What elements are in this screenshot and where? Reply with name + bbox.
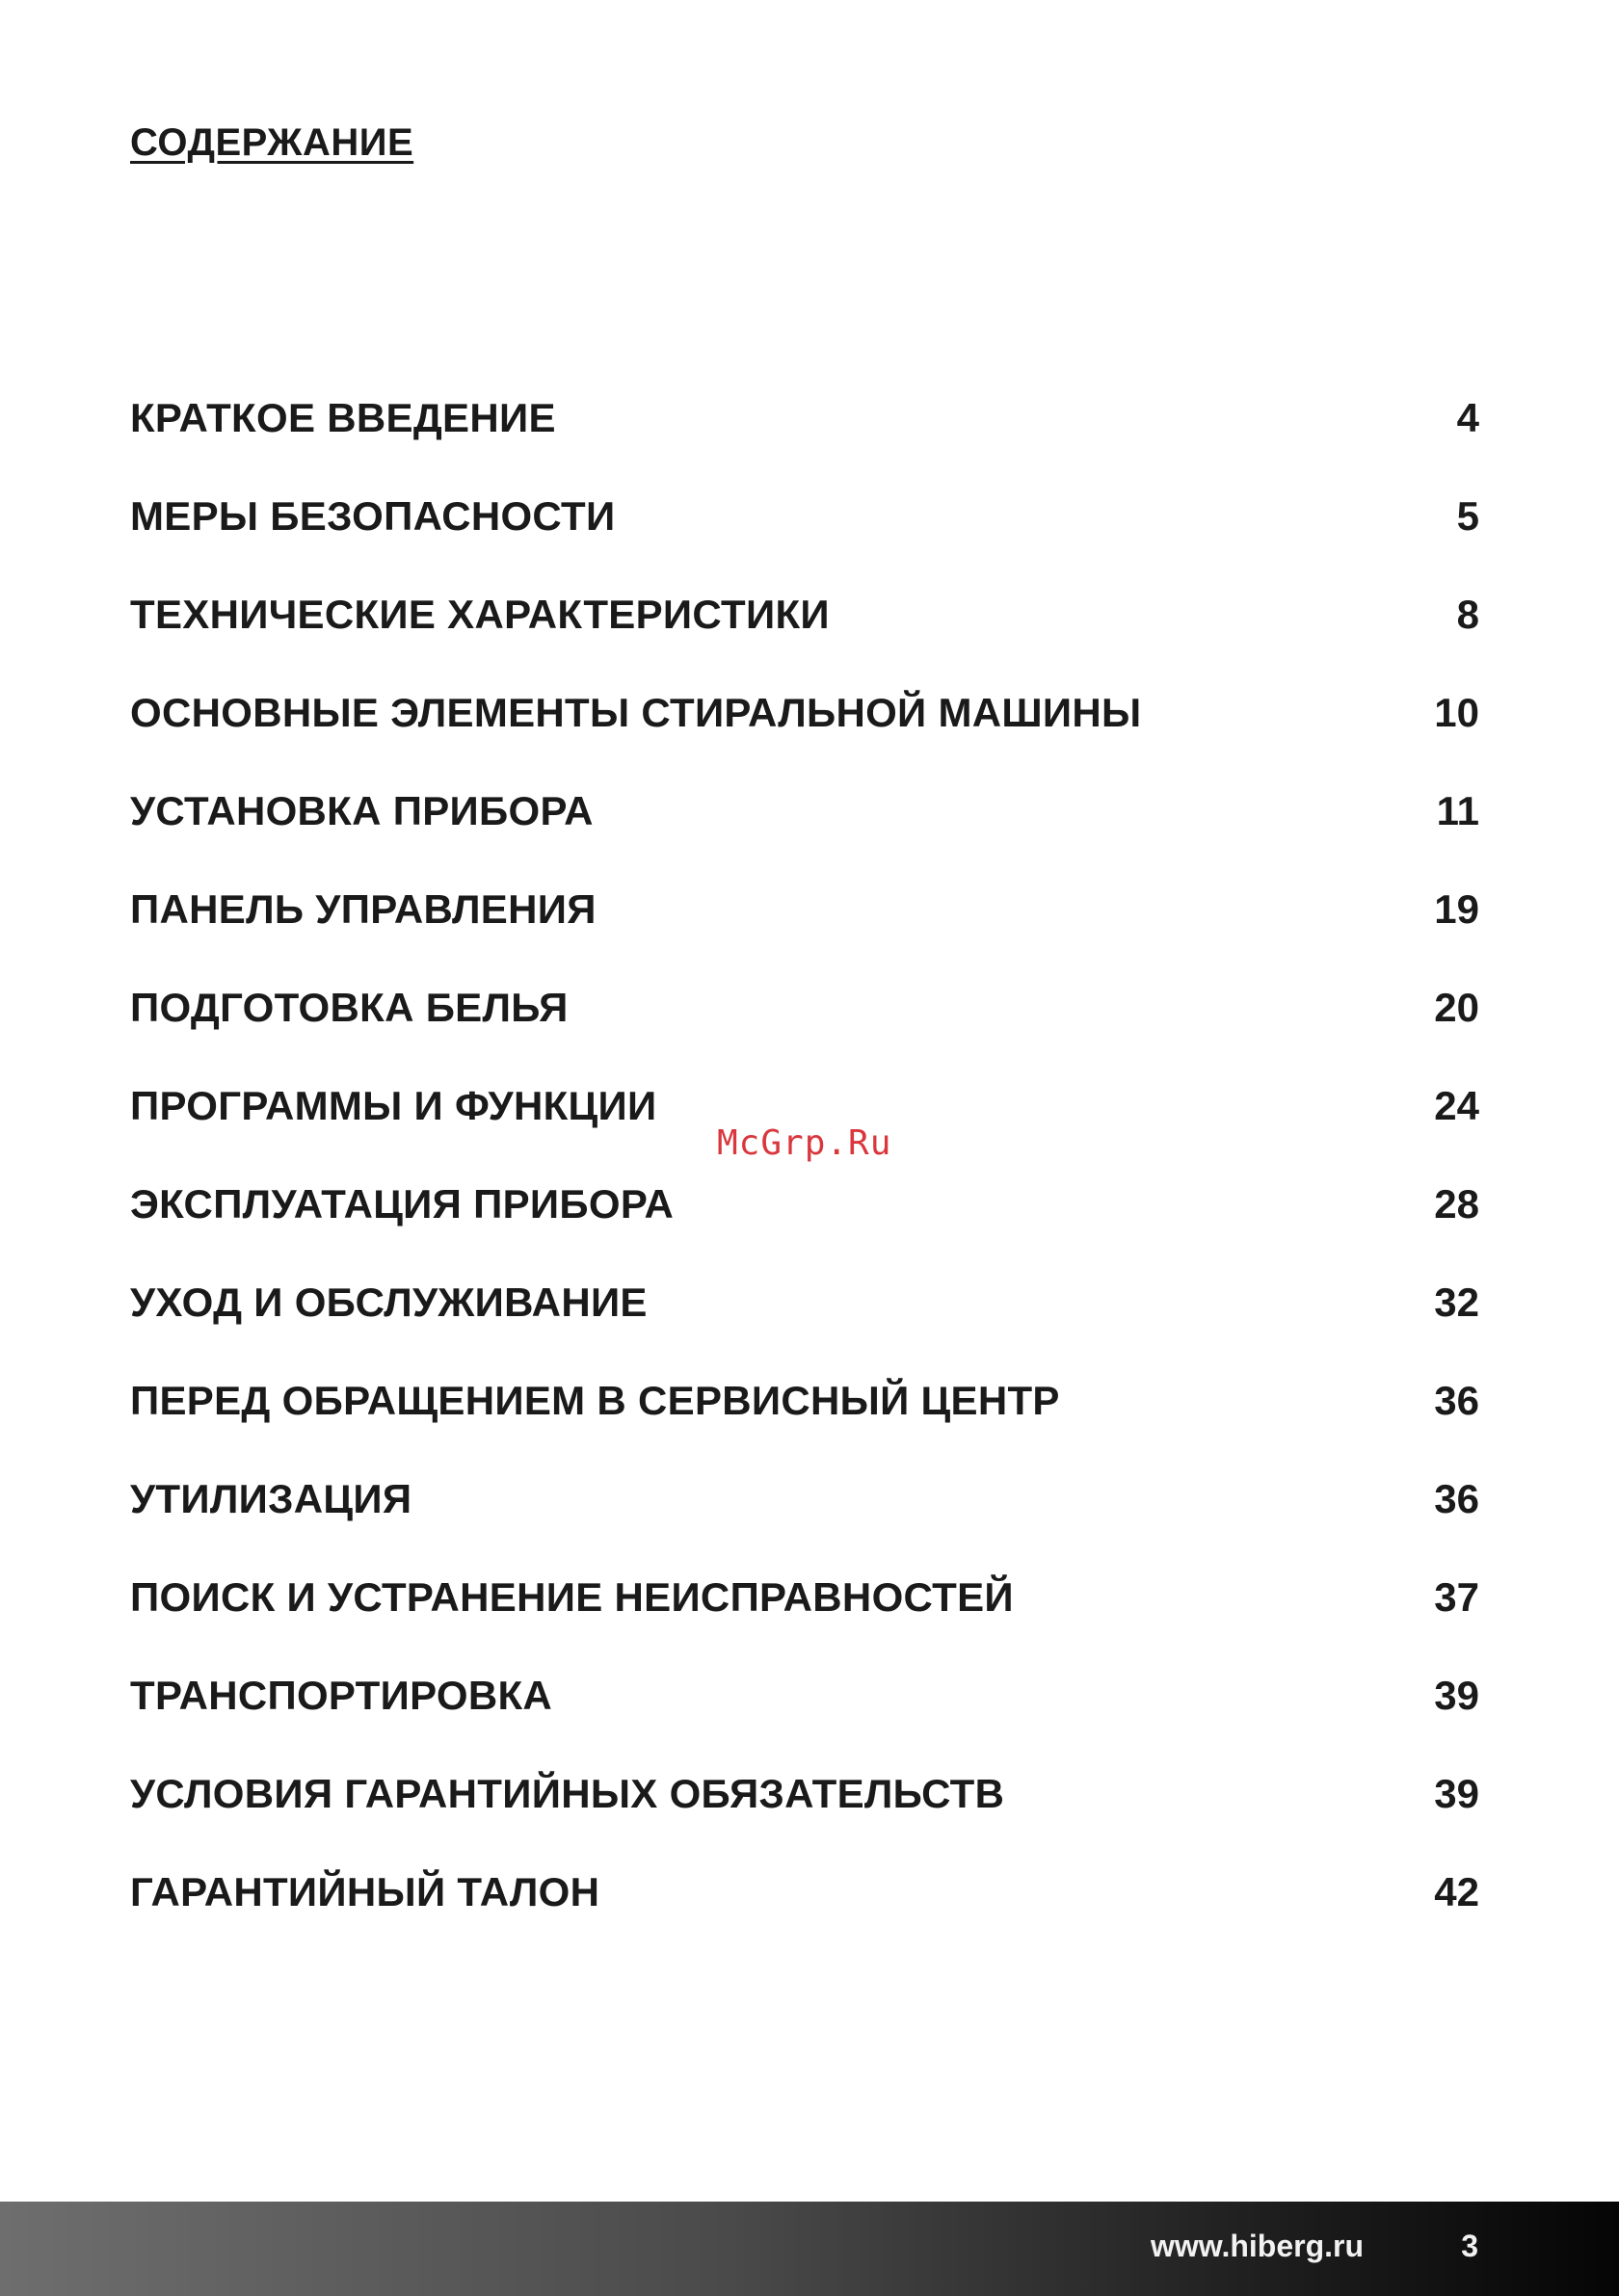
toc-item[interactable] [130, 1276, 1479, 1374]
toc-item-label: ПОИСК И УСТРАНЕНИЕ НЕИСПРАВНОСТЕЙ [130, 1574, 1014, 1620]
toc-item[interactable] [130, 981, 1479, 1079]
toc-item-label: МЕРЫ БЕЗОПАСНОСТИ [130, 493, 616, 539]
toc-item-page: 32 [1434, 1280, 1479, 1325]
toc-item[interactable] [130, 1865, 1479, 1964]
toc-item-label: УСЛОВИЯ ГАРАНТИЙНЫХ ОБЯЗАТЕЛЬСТВ [130, 1771, 1005, 1816]
footer-bar [0, 2202, 1619, 2296]
toc-item-page: 8 [1456, 592, 1479, 637]
toc-item-label: ПАНЕЛЬ УПРАВЛЕНИЯ [130, 886, 597, 932]
toc-item-page: 28 [1434, 1181, 1479, 1227]
toc-item-label: ТРАНСПОРТИРОВКА [130, 1673, 553, 1718]
toc-item-label: ЭКСПЛУАТАЦИЯ ПРИБОРА [130, 1181, 675, 1227]
toc-item-page: 39 [1434, 1771, 1479, 1816]
toc-item[interactable] [130, 1472, 1479, 1570]
watermark: McGrp.Ru [717, 1123, 892, 1163]
toc-item-page: 19 [1434, 886, 1479, 932]
toc-item-label: УТИЛИЗАЦИЯ [130, 1476, 412, 1521]
toc-item-page: 4 [1456, 395, 1479, 440]
toc-item-label: ТЕХНИЧЕСКИЕ ХАРАКТЕРИСТИКИ [130, 592, 830, 637]
toc-item-label: КРАТКОЕ ВВЕДЕНИЕ [130, 395, 556, 440]
toc-item-label: ПРОГРАММЫ И ФУНКЦИИ [130, 1083, 657, 1128]
toc-item-page: 24 [1434, 1083, 1479, 1128]
toc-item[interactable] [130, 588, 1479, 686]
toc-item-page: 36 [1434, 1476, 1479, 1521]
toc-item-label: ОСНОВНЫЕ ЭЛЕМЕНТЫ СТИРАЛЬНОЙ МАШИНЫ [130, 690, 1142, 735]
toc-item-page: 11 [1436, 788, 1479, 833]
toc-item-page: 5 [1456, 493, 1479, 539]
page-title: СОДЕРЖАНИЕ [130, 121, 414, 164]
table-of-contents [130, 391, 1479, 1964]
toc-item[interactable] [130, 1177, 1479, 1276]
toc-item[interactable] [130, 686, 1479, 784]
toc-item-page: 10 [1434, 690, 1479, 735]
toc-item-page: 42 [1434, 1869, 1479, 1914]
toc-item[interactable] [130, 1669, 1479, 1767]
toc-item[interactable] [130, 489, 1479, 588]
footer-website-link[interactable]: www.hiberg.ru [1150, 2229, 1364, 2263]
toc-item-label: ПОДГОТОВКА БЕЛЬЯ [130, 985, 569, 1030]
toc-item[interactable] [130, 883, 1479, 981]
toc-item[interactable] [130, 1570, 1479, 1669]
toc-item-label: УСТАНОВКА ПРИБОРА [130, 788, 594, 833]
toc-item-page: 37 [1434, 1574, 1479, 1620]
toc-item-page: 20 [1434, 985, 1479, 1030]
toc-item-label: ГАРАНТИЙНЫЙ ТАЛОН [130, 1869, 600, 1914]
footer-page-number: 3 [1461, 2229, 1478, 2263]
toc-item[interactable] [130, 1374, 1479, 1472]
toc-item-page: 36 [1434, 1378, 1479, 1423]
toc-item[interactable] [130, 391, 1479, 489]
toc-item[interactable] [130, 1767, 1479, 1865]
toc-item-page: 39 [1434, 1673, 1479, 1718]
toc-item[interactable] [130, 784, 1479, 883]
toc-item-label: ПЕРЕД ОБРАЩЕНИЕМ В СЕРВИСНЫЙ ЦЕНТР [130, 1378, 1060, 1423]
toc-item-label: УХОД И ОБСЛУЖИВАНИЕ [130, 1280, 648, 1325]
